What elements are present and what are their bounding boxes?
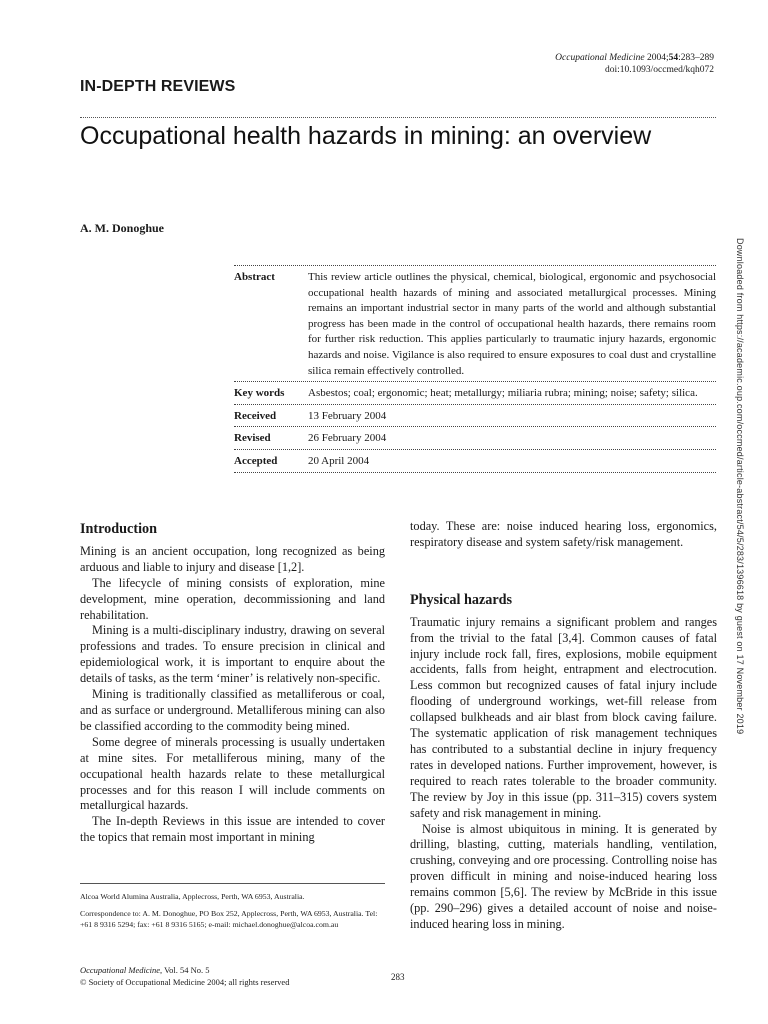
intro-paragraph: The In-depth Reviews in this issue are intended to cover the topics that remain most important in mining bbox=[80, 814, 385, 845]
footer-volume: , Vol. 54 No. 5 bbox=[160, 965, 210, 975]
revised-date: 26 February 2004 bbox=[308, 432, 387, 445]
revised-label: Revised bbox=[234, 432, 271, 445]
section-label: IN-DEPTH REVIEWS bbox=[80, 78, 236, 95]
author-name: A. M. Donoghue bbox=[80, 221, 165, 235]
title-divider bbox=[80, 117, 716, 118]
footer-journal: Occupational Medicine bbox=[80, 965, 161, 975]
footnote-divider bbox=[80, 883, 385, 884]
physical-paragraph: Noise is almost ubiquitous in mining. It is generated by drilling, blasting, cutting, materials handling, ventilation, crushing, conveying and ore processing. Controlling noise has proven difficult in mining and noise-induced hearing loss remains common [5,6]. The review by McBride in this issue (pp. 290–296) gives a detailed account of noise and noise-induced hearing loss in mining. bbox=[410, 821, 717, 931]
keywords-row bbox=[234, 381, 716, 404]
affiliation: Alcoa World Alumina Australia, Applecross, Perth, WA 6953, Australia. bbox=[80, 892, 305, 901]
abstract-table bbox=[234, 265, 716, 473]
abstract-row bbox=[234, 265, 716, 381]
right-column bbox=[410, 519, 717, 933]
intro-paragraph: Some degree of minerals processing is usually undertaken at mine sites. For metalliferous mining, many of the occupational health hazards relate to these metallurgical processes and for this reason I will include comments on metallurgical hazards. bbox=[80, 734, 385, 813]
journal-pages: :283–289 bbox=[678, 53, 714, 63]
revised-row bbox=[234, 426, 716, 449]
download-watermark: Downloaded from https://academic.oup.com/occmed/article-abstract/54/5/283/1396618 by guest on 17 November 2019 bbox=[735, 238, 745, 735]
physical-paragraph: Traumatic injury remains a significant problem and ranges from the trivial to the fatal [3,4]. Common causes of fatal injury include rock fall, fires, explosions, mobile equipment accidents, falls from height, entrapment and electrocution. Less common but recognized causes of fatal injury include flooding of underground workings, wet-fill release from collapsed bulkheads and air blast from block caving failure. The systematic application of risk management techniques has contributed to a substantial decline in injury frequency rates in developed nations. Further improvement, however, is required to reach rates tolerable to the broader community. The review by Joy in this issue (pp. 311–315) covers system safety and risk management in mining. bbox=[410, 614, 717, 820]
received-row bbox=[234, 404, 716, 427]
journal-year: 2004; bbox=[646, 53, 669, 63]
abstract-label: Abstract bbox=[234, 271, 275, 283]
copyright: © Society of Occupational Medicine 2004; all rights reserved bbox=[80, 977, 290, 987]
abstract-text: This review article outlines the physical, chemical, biological, ergonomic and psychosocial occupational health hazards of mining and associated metallurgical processes. Mining remains an important industrial sector in many parts of the world and although substantial progress has been made in the control of occupational health hazards, there remains room for further risk reduction. This applies particularly to traumatic injury hazards, ergonomic hazards and noise. Vigilance is also required to ensure exposures to coal dust and crystalline silica remain effectively controlled. bbox=[308, 271, 716, 377]
accepted-row bbox=[234, 449, 716, 473]
received-label: Received bbox=[234, 409, 277, 422]
journal-reference bbox=[555, 52, 714, 76]
keywords-text: Asbestos; coal; ergonomic; heat; metallurgy; miliaria rubra; mining; noise; safety; silica. bbox=[308, 387, 698, 400]
footnotes bbox=[80, 891, 385, 931]
doi: doi:10.1093/occmed/kqh072 bbox=[605, 65, 714, 75]
page-number: 283 bbox=[391, 972, 405, 982]
journal-volume: 54 bbox=[668, 53, 679, 63]
physical-hazards-heading: Physical hazards bbox=[410, 591, 513, 608]
intro-paragraph: Mining is a multi-disciplinary industry, drawing on several professions and trades. To ensure precision in clinical and epidemiological work, it is important to enquire about the details of tasks, as the term ‘miner’ is relatively non-specific. bbox=[80, 623, 385, 686]
received-date: 13 February 2004 bbox=[308, 409, 387, 422]
journal-name: Occupational Medicine bbox=[555, 53, 645, 63]
accepted-label: Accepted bbox=[234, 454, 278, 467]
intro-paragraph: Mining is traditionally classified as metalliferous or coal, and as surface or underground. Metalliferous mining can also be classified according to the commodity being mined. bbox=[80, 687, 385, 733]
journal-citation bbox=[555, 52, 714, 64]
intro-paragraph: Mining is an ancient occupation, long recognized as being arduous and liable to injury and disease [1,2]. bbox=[80, 543, 385, 574]
intro-continuation: today. These are: noise induced hearing loss, ergonomics, respiratory disease and system safety/risk management. bbox=[410, 519, 717, 549]
intro-paragraph: The lifecycle of mining consists of exploration, mine development, mine operation, decommissioning and land rehabilitation. bbox=[80, 575, 385, 622]
keywords-label: Key words bbox=[234, 387, 285, 400]
left-column bbox=[80, 522, 385, 846]
article-title: Occupational health hazards in mining: an overview bbox=[80, 122, 652, 150]
correspondence: Correspondence to: A. M. Donoghue, PO Box 252, Applecross, Perth, WA 6953, Australia. Tel: +61 8 9316 5294; fax: +61 8 9316 5165; e-mail: michael.donoghue@alcoa.com.au bbox=[80, 908, 378, 929]
page-footer bbox=[80, 964, 289, 988]
accepted-date: 20 April 2004 bbox=[308, 454, 370, 467]
introduction-heading: Introduction bbox=[80, 521, 157, 537]
